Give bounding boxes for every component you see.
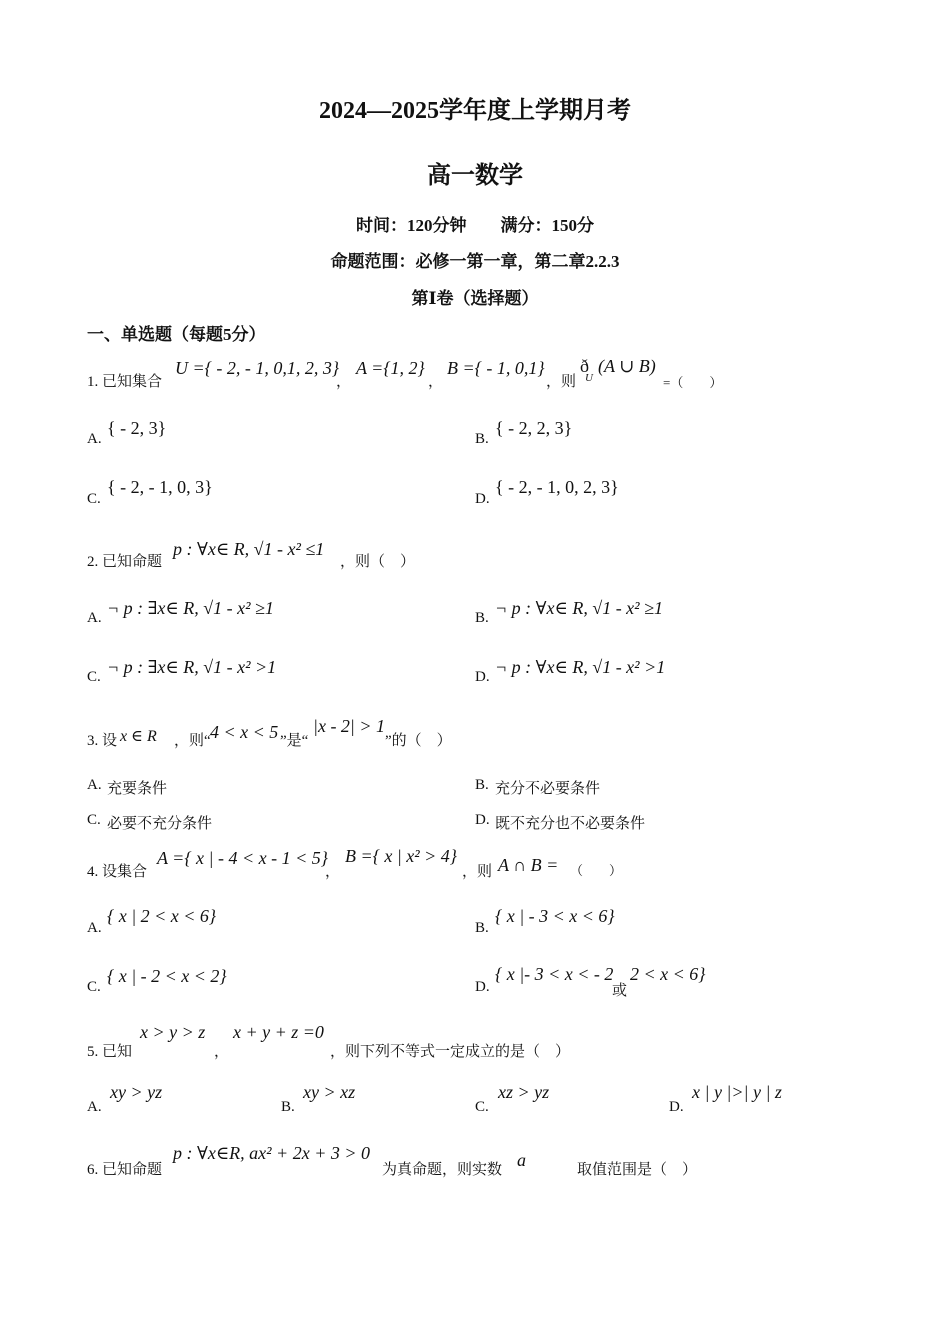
punctuation: ， <box>336 374 352 390</box>
option-c: xz > yz <box>498 1082 550 1102</box>
question-stem: 1. 已知集合 <box>87 374 163 390</box>
option-a-label: A. <box>87 920 102 936</box>
option-d-label: D. <box>669 1099 684 1115</box>
math-expression: B ={ - 1, 0,1} <box>447 358 545 378</box>
question-text: ，则“ <box>174 733 211 749</box>
math-variable: a <box>517 1150 526 1170</box>
math-expression: p : ∀x∈ R, √1 - x² ≤1 <box>173 539 325 559</box>
option-a: 充要条件 <box>107 781 168 797</box>
option-c: { x | - 2 < x < 2} <box>107 966 227 986</box>
option-b: { - 2, 2, 3} <box>495 418 573 438</box>
option-b-label: B. <box>475 431 489 447</box>
option-d: ¬ p : ∀x∈ R, √1 - x² >1 <box>495 657 666 677</box>
question-text: ，则 <box>462 864 493 880</box>
question-text: 为真命题，则实数 <box>382 1162 503 1178</box>
math-expression: U ={ - 2, - 1, 0,1, 2, 3} <box>175 358 340 378</box>
question-text: 取值范围是（ ） <box>577 1162 698 1178</box>
math-expression: A ∩ B = <box>498 855 559 875</box>
complement-symbol: ð <box>580 356 589 376</box>
math-expression: |x - 2| > 1 <box>313 716 386 736</box>
answer-blank: （ ） <box>570 863 623 878</box>
option-b-label: B. <box>475 920 489 936</box>
option-a: xy > yz <box>110 1082 163 1102</box>
math-expression: A ={ x | - 4 < x - 1 < 5} <box>157 848 328 868</box>
option-a-label: A. <box>87 610 102 626</box>
option-c-label: C. <box>87 669 101 685</box>
option-b: 充分不必要条件 <box>495 781 601 797</box>
question-stem: 5. 已知 <box>87 1044 133 1060</box>
time-info: 时间：120分钟 满分：150分 <box>356 216 594 235</box>
option-d-cont: 2 < x < 6} <box>630 964 706 984</box>
question-stem: 2. 已知命题 <box>87 554 163 570</box>
option-a: { - 2, 3} <box>107 418 167 438</box>
option-d-or: 或 <box>612 983 628 999</box>
option-c-label: C. <box>87 979 101 995</box>
question-stem: 3. 设 <box>87 733 118 749</box>
section-heading: 一、单选题（每题5分） <box>87 325 266 344</box>
punctuation: ， <box>428 374 444 390</box>
option-c-label: C. <box>475 1099 489 1115</box>
math-expression: x > y > z <box>140 1022 206 1042</box>
option-c: { - 2, - 1, 0, 3} <box>107 477 213 497</box>
question-text: ，则（ ） <box>340 554 416 570</box>
punctuation: ， <box>214 1044 230 1060</box>
option-c-label: C. <box>87 491 101 507</box>
option-a-label: A. <box>87 1099 102 1115</box>
math-expression: (A ∪ B) <box>598 356 656 376</box>
option-b: ¬ p : ∀x∈ R, √1 - x² ≥1 <box>495 598 663 618</box>
option-a-label: A. <box>87 777 102 793</box>
exam-title: 2024—2025学年度上学期月考 <box>319 98 631 124</box>
option-d-label: D. <box>475 812 490 828</box>
math-expression: p : ∀x∈R, ax² + 2x + 3 > 0 <box>173 1143 370 1163</box>
question-stem: 4. 设集合 <box>87 864 148 880</box>
punctuation: ， <box>325 864 341 880</box>
option-d: { - 2, - 1, 0, 2, 3} <box>495 477 619 497</box>
scope-info: 命题范围：必修一第一章，第二章2.2.3 <box>330 252 620 271</box>
option-d-label: D. <box>475 979 490 995</box>
option-a-label: A. <box>87 431 102 447</box>
math-expression: x + y + z =0 <box>233 1022 324 1042</box>
question-text: ，则 <box>546 374 577 390</box>
option-c-label: C. <box>87 812 101 828</box>
option-c: ¬ p : ∃x∈ R, √1 - x² >1 <box>107 657 277 677</box>
question-text: ”是“ <box>280 733 309 749</box>
option-b-label: B. <box>475 610 489 626</box>
question-text: ，则下列不等式一定成立的是（ ） <box>330 1044 571 1060</box>
question-stem: 6. 已知命题 <box>87 1162 163 1178</box>
option-b-label: B. <box>475 777 489 793</box>
math-expression: B ={ x | x² > 4} <box>345 846 458 866</box>
option-a: { x | 2 < x < 6} <box>107 906 217 926</box>
option-d-label: D. <box>475 491 490 507</box>
option-d: { x |- 3 < x < - 2 <box>495 964 614 984</box>
option-c: 必要不充分条件 <box>107 816 213 832</box>
question-text: ”的（ ） <box>385 733 452 749</box>
option-b: xy > xz <box>303 1082 356 1102</box>
math-expression: x ∈ R <box>120 728 157 745</box>
option-a: ¬ p : ∃x∈ R, √1 - x² ≥1 <box>107 598 274 618</box>
option-d: x | y |>| y | z <box>692 1082 782 1102</box>
option-b-label: B. <box>281 1099 295 1115</box>
option-b: { x | - 3 < x < 6} <box>495 906 615 926</box>
option-d-label: D. <box>475 669 490 685</box>
answer-blank: =（ ） <box>663 375 723 390</box>
subscript-u: U <box>585 372 593 384</box>
subject-title: 高一数学 <box>427 163 523 189</box>
math-expression: A ={1, 2} <box>356 358 425 378</box>
option-d: 既不充分也不必要条件 <box>495 816 646 832</box>
volume-label: 第Ⅰ卷（选择题） <box>411 289 539 308</box>
math-expression: 4 < x < 5 <box>210 722 279 742</box>
